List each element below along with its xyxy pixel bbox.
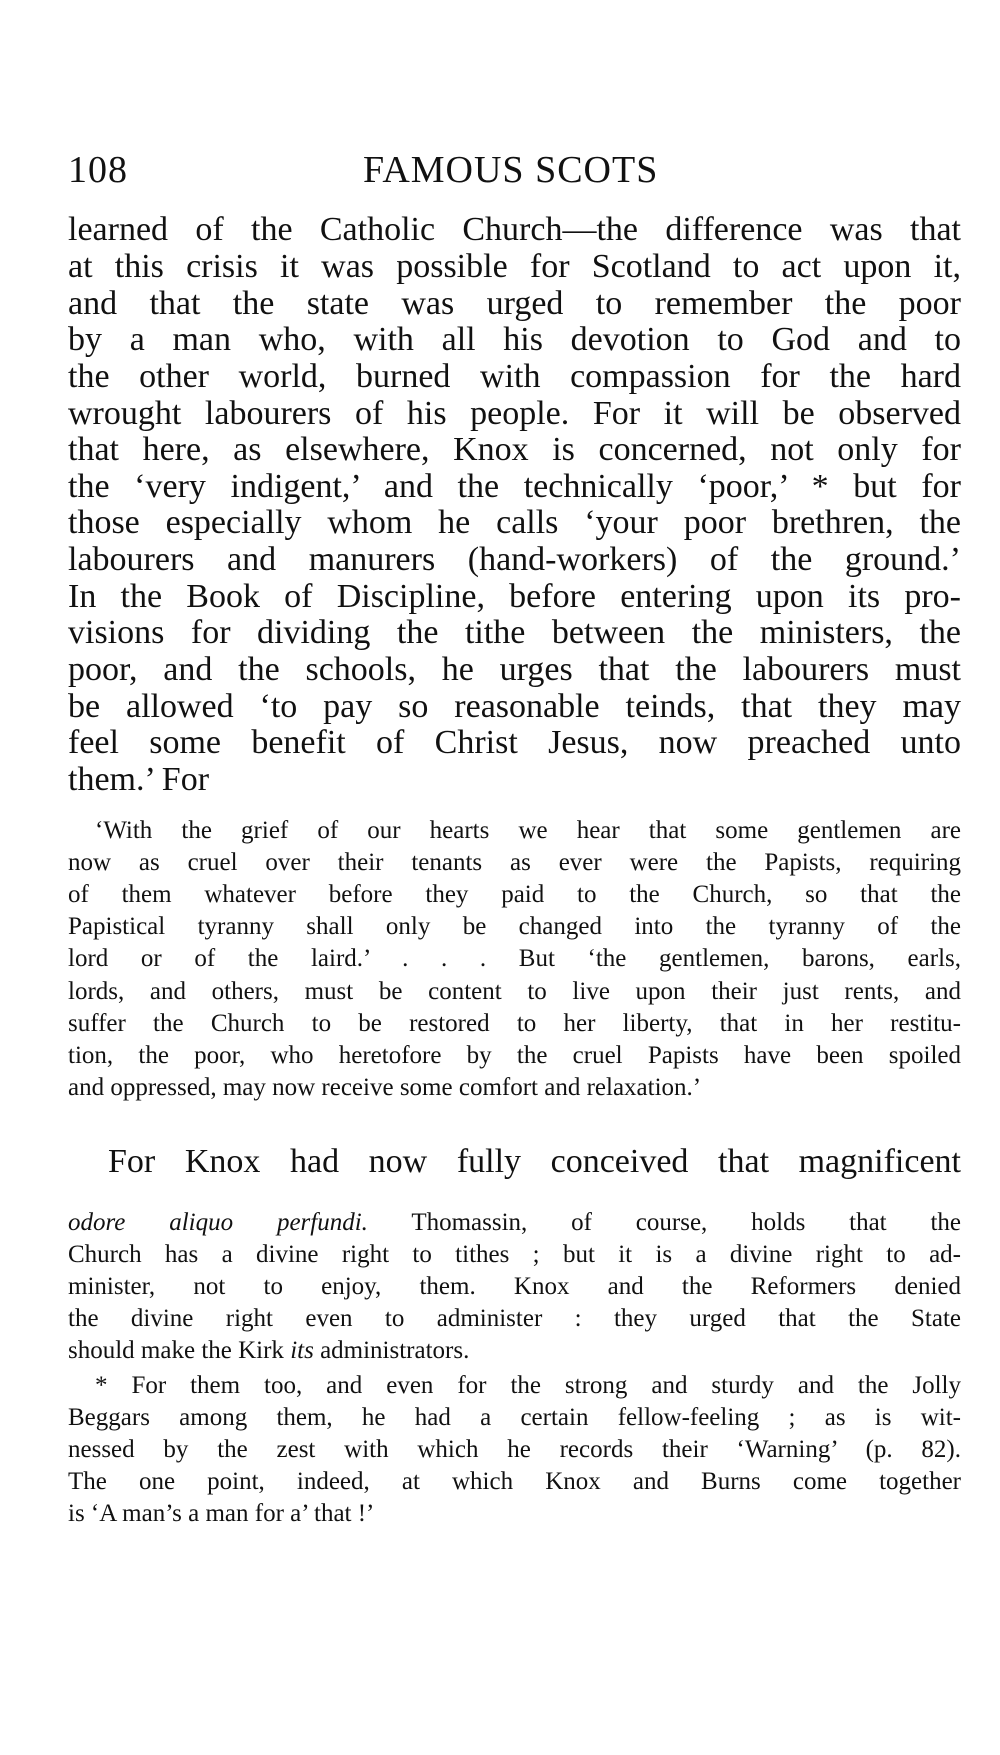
- quote-line: ‘With the grief of our hearts we hear that some gentlemen are: [95, 817, 961, 844]
- main-text-line: labourers and manurers (hand-workers) of the ground.’: [68, 541, 961, 578]
- italic-word: its: [290, 1337, 314, 1364]
- footnote-line: is ‘A man’s a man for a’ that !’: [68, 1500, 375, 1527]
- main-text-line: learned of the Catholic Church—the difference was that: [68, 211, 961, 248]
- main-text-line: those especially whom he calls ‘your poor brethren, the: [68, 504, 961, 541]
- main-text-line: at this crisis it was possible for Scotland to act upon it,: [68, 248, 961, 285]
- footnote-line: nessed by the zest with which he records their ‘Warning’ (p. 82).: [68, 1436, 961, 1463]
- main-text-line: visions for dividing the tithe between the ministers, the: [68, 614, 961, 651]
- footnote-text: Thomassin, of course, holds that the: [411, 1209, 961, 1236]
- page-number: 108: [68, 149, 128, 191]
- footnote-line: [68, 1338, 961, 1363]
- quote-line: tion, the poor, who heretofore by the cruel Papists have been spoiled: [68, 1042, 961, 1069]
- footnote-line: * For them too, and even for the strong and sturdy and the Jolly: [95, 1372, 961, 1399]
- main-text-line: In the Book of Discipline, before entering upon its pro-: [68, 578, 961, 615]
- footnote-line: [68, 1210, 961, 1235]
- latin-phrase: odore aliquo perfundi.: [68, 1209, 368, 1236]
- quote-line: lord or of the laird.’ . . . But ‘the gentlemen, barons, earls,: [68, 945, 961, 972]
- quote-line: now as cruel over their tenants as ever were the Papists, requiring: [68, 849, 961, 876]
- footnote-line: the divine right even to administer : they urged that the State: [68, 1305, 961, 1332]
- continuation-line: For Knox had now fully conceived that magnificent: [108, 1143, 961, 1180]
- footnote-line: The one point, indeed, at which Knox and Burns come together: [68, 1468, 961, 1495]
- main-text-line: feel some benefit of Christ Jesus, now preached unto: [68, 724, 961, 761]
- main-text-line: be allowed ‘to pay so reasonable teinds, that they may: [68, 688, 961, 725]
- quote-line: lords, and others, must be content to live upon their just rents, and: [68, 978, 961, 1005]
- main-text-line: poor, and the schools, he urges that the labourers must: [68, 651, 961, 688]
- main-text-line: them.’ For: [68, 761, 210, 798]
- footnote-text: should make the Kirk: [68, 1337, 291, 1364]
- main-text-line: that here, as elsewhere, Knox is concerned, not only for: [68, 431, 961, 468]
- footnote-line: Beggars among them, he had a certain fellow-feeling ; as is wit-: [68, 1404, 961, 1431]
- main-text-line: the other world, burned with compassion for the hard: [68, 358, 961, 395]
- main-text-line: by a man who, with all his devotion to God and to: [68, 321, 961, 358]
- main-text-line: the ‘very indigent,’ and the technically ‘poor,’ * but for: [68, 468, 961, 505]
- footnote-text: administrators.: [313, 1337, 470, 1364]
- footnote-line: Church has a divine right to tithes ; but it is a divine right to ad-: [68, 1241, 961, 1268]
- footnote-line: minister, not to enjoy, them. Knox and the Reformers denied: [68, 1273, 961, 1300]
- quote-line: of them whatever before they paid to the Church, so that the: [68, 881, 961, 908]
- main-text-line: wrought labourers of his people. For it will be observed: [68, 395, 961, 432]
- quote-line: and oppressed, may now receive some comfort and relaxation.’: [68, 1074, 702, 1101]
- page-header: [68, 148, 968, 196]
- quote-line: Papistical tyranny shall only be changed into the tyranny of the: [68, 913, 961, 940]
- main-text-line: and that the state was urged to remember the poor: [68, 285, 961, 322]
- quote-line: suffer the Church to be restored to her liberty, that in her restitu-: [68, 1010, 961, 1037]
- running-head: FAMOUS SCOTS: [363, 149, 659, 191]
